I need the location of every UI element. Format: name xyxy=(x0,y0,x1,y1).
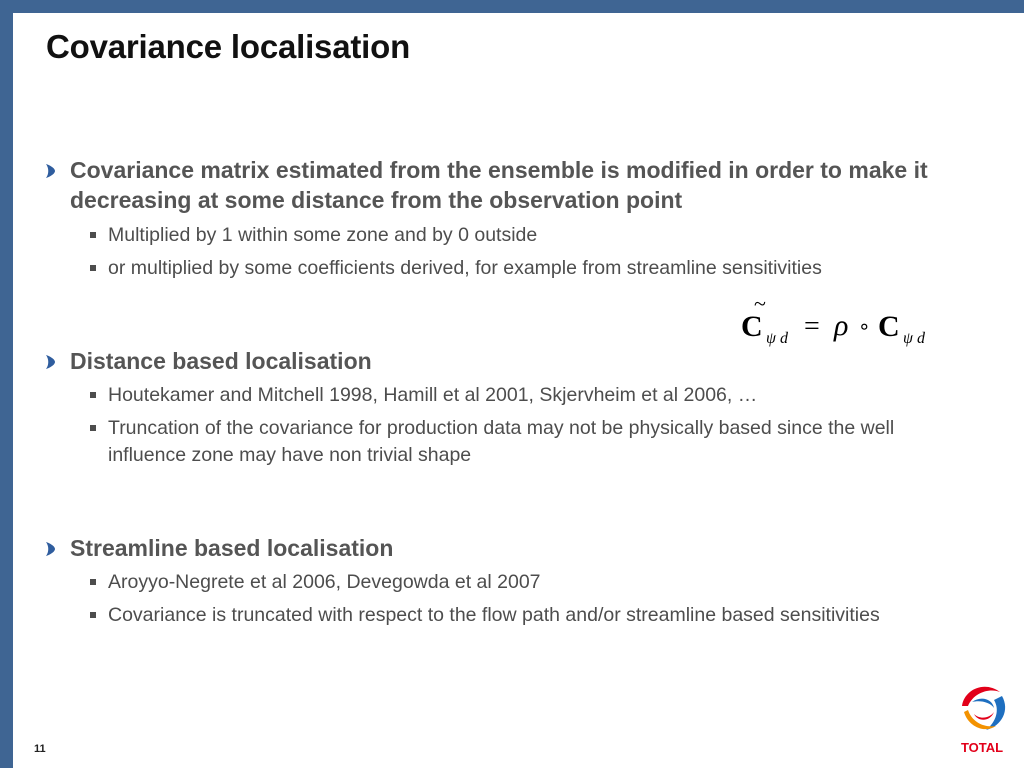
tilde-mark: ~ xyxy=(754,298,766,316)
bullet-distance-localisation xyxy=(46,346,946,376)
square-bullet-icon xyxy=(90,232,96,238)
bullet-heading: Streamline based localisation xyxy=(70,535,394,561)
sub-bullet-text: Multiplied by 1 within some zone and by 0 outside xyxy=(108,224,538,246)
formula-rho: ρ xyxy=(834,309,849,342)
square-bullet-icon xyxy=(90,265,96,271)
formula-lhs-symbol: C xyxy=(741,310,763,343)
square-bullet-icon xyxy=(90,392,96,398)
slide-frame-top xyxy=(0,0,1024,13)
bullet-heading: Distance based localisation xyxy=(70,348,372,374)
localisation-formula xyxy=(738,298,948,350)
bullet-streamline-localisation xyxy=(46,533,946,563)
sub-bullet xyxy=(90,222,950,249)
bullet-heading: Covariance matrix estimated from the ensemble is modified in order to make it decreasing at some distance from the observation point xyxy=(70,157,928,213)
formula-circ: ∘ xyxy=(858,314,871,338)
square-bullet-icon xyxy=(90,612,96,618)
sub-bullet xyxy=(90,569,950,596)
bullet-covariance-matrix xyxy=(46,155,946,215)
sub-bullet-text: Houtekamer and Mitchell 1998, Hamill et al 2001, Skjervheim et al 2006, … xyxy=(108,384,758,406)
slide-frame-left xyxy=(0,0,13,768)
slide-title: Covariance localisation xyxy=(46,28,411,65)
formula-rhs-symbol: C xyxy=(878,310,900,343)
sub-bullet xyxy=(90,415,950,469)
sub-bullet-text: Aroyyo-Negrete et al 2006, Devegowda et al 2007 xyxy=(108,571,541,593)
bullet-marker-icon xyxy=(46,542,55,556)
sub-bullet-text: or multiplied by some coefficients derived, for example from streamline sensitivities xyxy=(108,257,822,279)
formula-rhs-subscript: ψ d xyxy=(903,330,925,347)
sub-bullet xyxy=(90,255,950,282)
square-bullet-icon xyxy=(90,579,96,585)
bullet-marker-icon xyxy=(46,164,55,178)
formula-lhs-subscript: ψ d xyxy=(766,330,788,347)
sub-bullet-text: Covariance is truncated with respect to the flow path and/or streamline based sensitivities xyxy=(108,604,880,626)
sub-bullet xyxy=(90,602,950,629)
sub-bullet-text: Truncation of the covariance for production data may not be physically based since the well influence zone may have non trivial shape xyxy=(108,417,895,466)
formula-equals: = xyxy=(804,311,820,342)
bullet-marker-icon xyxy=(46,355,55,369)
sub-bullet xyxy=(90,382,950,409)
logo-wordmark: TOTAL xyxy=(960,740,1004,755)
total-logo xyxy=(950,682,1014,758)
square-bullet-icon xyxy=(90,425,96,431)
page-number: 11 xyxy=(34,743,46,755)
